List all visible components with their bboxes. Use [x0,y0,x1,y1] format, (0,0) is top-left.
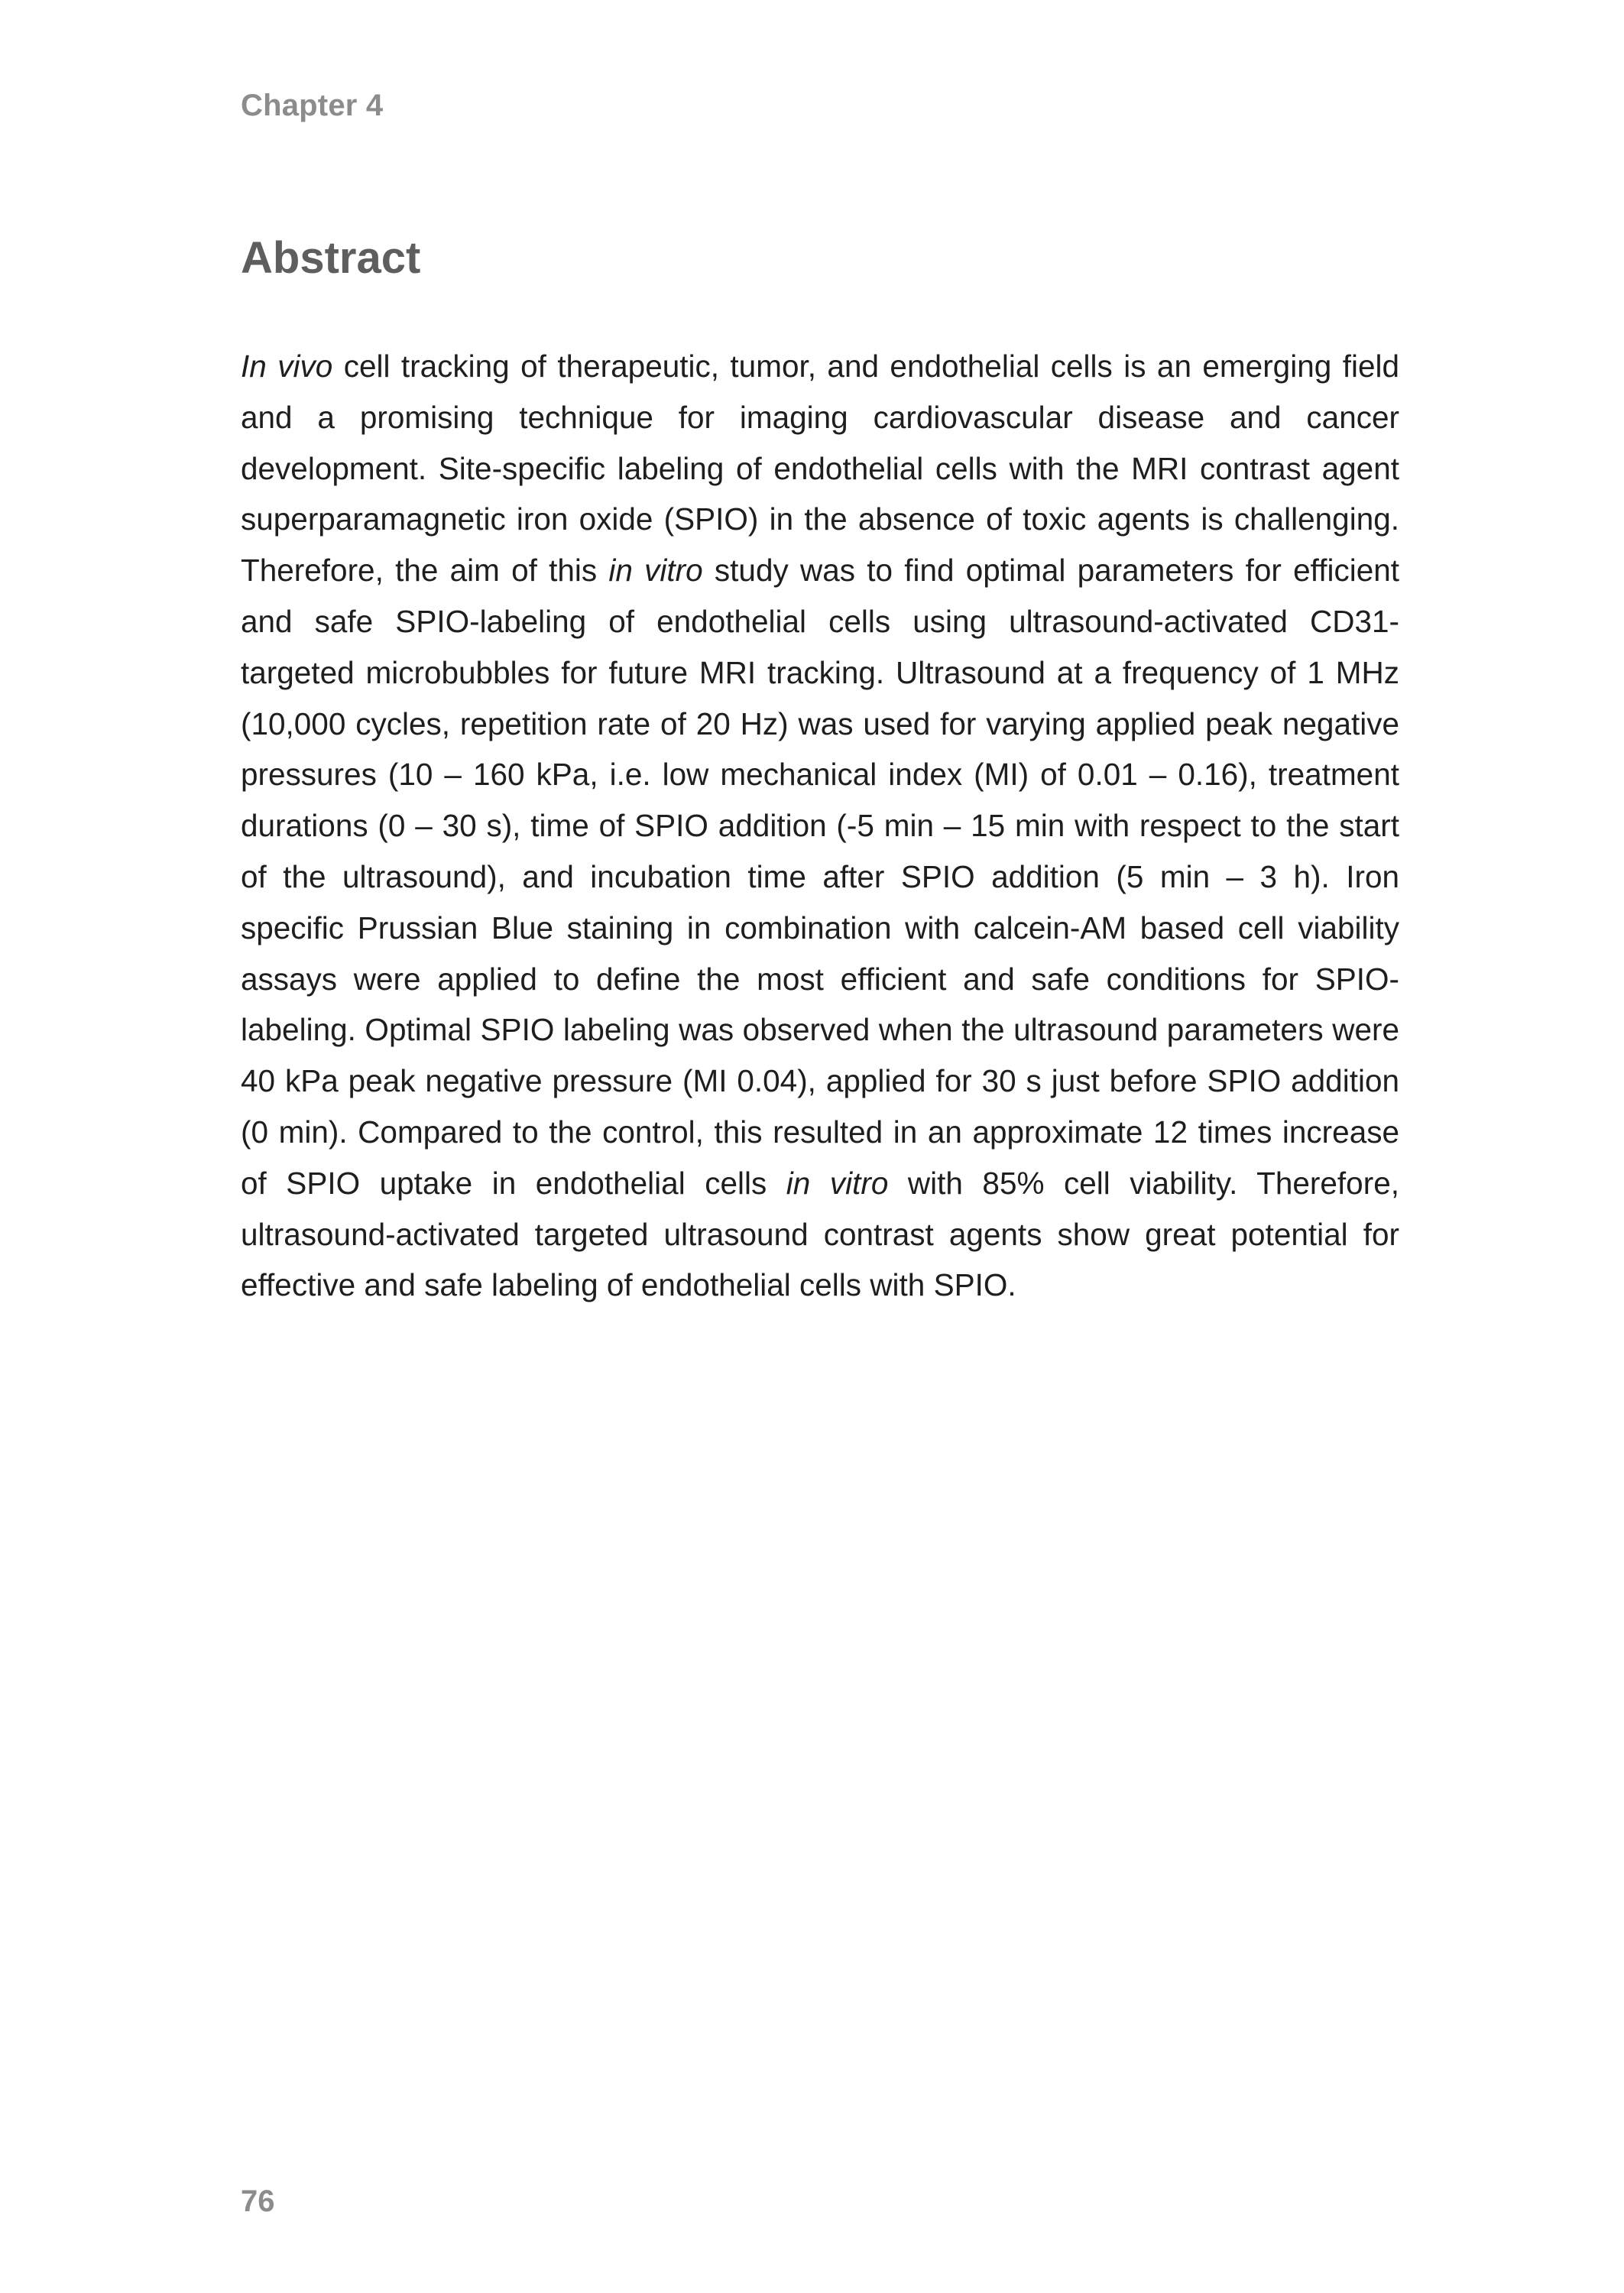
italic-term: in vitro [786,1165,889,1201]
page-number: 76 [241,2184,275,2218]
section-title: Abstract [241,233,421,283]
abstract-text: cell tracking of therapeutic, tumor, and endothelial cells is an emerging field and a promising technique for imaging cardiovascular disease and cancer development. Site-specific labeling of endothelial cells with the MRI contrast agent superparamagnetic iron oxide (SPIO) in the absence of toxic agents is challenging. Therefore, the aim of this [241,349,1399,589]
italic-term: in vitro [608,553,703,589]
italic-term: In vivo [241,349,333,384]
running-header-chapter: Chapter 4 [241,89,384,122]
abstract-text: study was to find optimal parameters for efficient and safe SPIO-labeling of endothelial cells using ultrasound-activated CD31-targeted microbubbles for future MRI tracking. Ultrasound at a frequency of 1 MHz (10,000 cycles, repetition rate of 20 Hz) was used for varying applied peak negative pressures (10 – 160 kPa, i.e. low mechanical index (MI) of 0.01 – 0.16), treatment durations (0 – 30 s), time of SPIO addition (-5 min – 15 min with respect to the start of the ultrasound), and incubation time after SPIO addition (5 min – 3 h). Iron specific Prussian Blue staining in combination with calcein-AM based cell viability assays were applied to define the most efficient and safe conditions for SPIO-labeling. Optimal SPIO labeling was observed when the ultrasound parameters were 40 kPa peak negative pressure (MI 0.04), applied for 30 s just before SPIO addition (0 min). Compared to the control, this resulted in an approximate 12 times increase of SPIO uptake in endothelial cells [241,553,1399,1201]
abstract-text: with 85% cell viability. Therefore, ultrasound-activated targeted ultrasound contrast agents show great potential for effective and safe labeling of endothelial cells with SPIO. [241,1165,1399,1303]
abstract-paragraph [241,341,1399,1311]
